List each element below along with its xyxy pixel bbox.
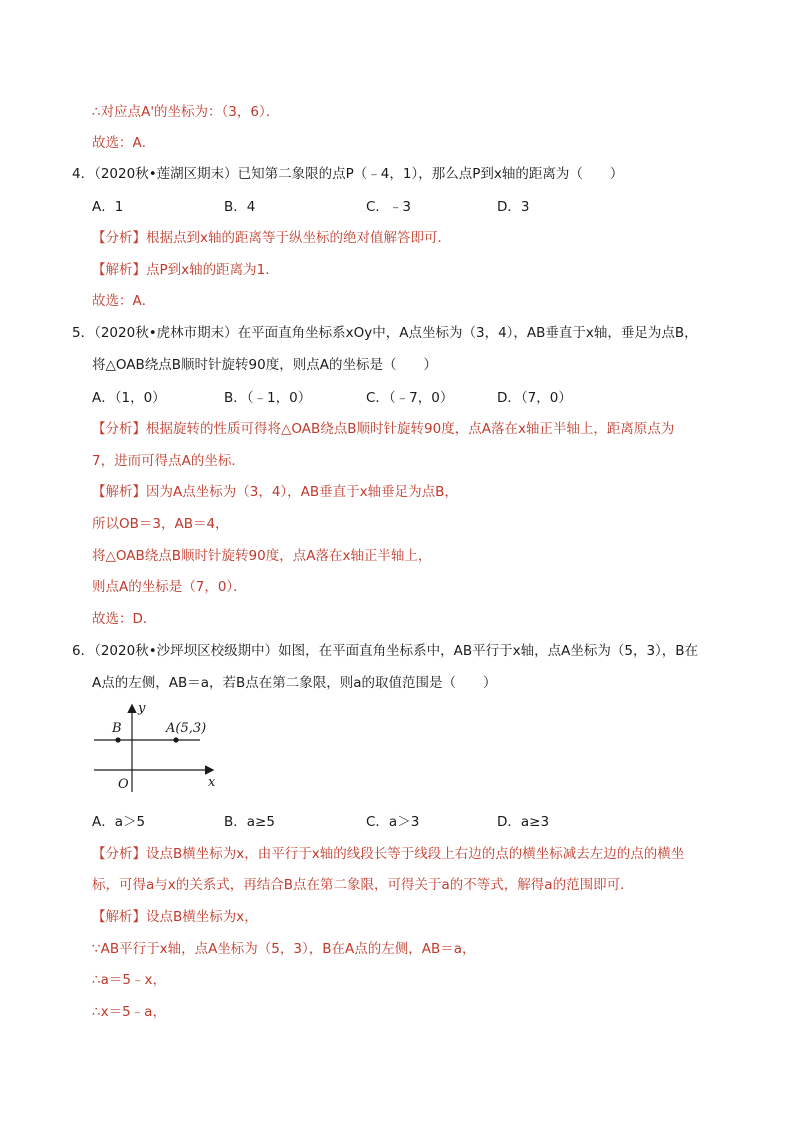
q6-solution-1 <box>92 908 258 926</box>
q5-solution-4: 则点A的坐标是（7，0）． <box>92 579 247 595</box>
q6-option-b: B．a≥5 <box>224 814 275 830</box>
q6-solution-4: ∴x＝5﹣a， <box>92 1004 166 1020</box>
q4-analysis-text: 根据点到x轴的距离等于纵坐标的绝对值解答即可． <box>146 230 451 246</box>
q4-option-c: C．﹣3 <box>366 199 412 215</box>
q6-option-a: A．a＞5 <box>92 814 146 830</box>
q6-stem-1: 6．（2020秋•沙坪坝区校级期中）如图，在平面直角坐标系中，AB平行于x轴，点A坐标为（5，3），B在 <box>72 643 699 659</box>
q4-option-d: D．3 <box>497 199 530 215</box>
q6-analysis-2: 标，可得a与x的关系式，再结合B点在第二象限，可得关于a的不等式，解得a的范围即可． <box>92 877 634 893</box>
q6-analysis-text-1: 设点B横坐标为x，由平行于x轴的线段长等于线段上右边的点的横坐标减去左边的点的横坐 <box>146 846 685 862</box>
q4-solution-text: 点P到x轴的距离为1． <box>146 262 279 278</box>
q6-solution-3: ∴a＝5﹣x， <box>92 972 166 988</box>
q5-option-b: B．（﹣1，0） <box>224 390 312 406</box>
q5-option-a: A．（1，0） <box>92 390 166 406</box>
q5-solution-text-1: 因为A点坐标为（3，4），AB垂直于x轴垂足为点B， <box>146 484 458 500</box>
q5-solution-3: 将△OAB绕点B顺时针旋转90度，点A落在x轴正半轴上， <box>92 548 432 564</box>
q4-option-b: B．4 <box>224 199 256 215</box>
q4-analysis <box>92 229 451 247</box>
label-y: y <box>138 701 146 716</box>
q5-analysis-1 <box>92 420 674 438</box>
q5-solution-2: 所以OB＝3，AB＝4， <box>92 516 229 532</box>
q6-stem-2: A点的左侧，AB＝a，若B点在第二象限，则a的取值范围是（ ） <box>92 675 497 691</box>
solution-label: 【解析】 <box>92 262 146 278</box>
prev-answer: 故选：A． <box>92 135 156 151</box>
q4-solution <box>92 261 279 279</box>
point-b <box>115 737 120 742</box>
q5-analysis-text-1: 根据旋转的性质可得将△OAB绕点B顺时针旋转90度，点A落在x轴正半轴上，距离原点为 <box>146 421 675 437</box>
q4-answer: 故选：A． <box>92 293 156 309</box>
prev-coord-line: ∴对应点A'的坐标为：（3，6）． <box>92 104 280 120</box>
q6-analysis-1 <box>92 845 684 863</box>
coordinate-diagram <box>92 700 222 795</box>
q4-stem: 4．（2020秋•莲湖区期末）已知第二象限的点P（﹣4，1），那么点P到x轴的距离为（ ） <box>72 166 624 182</box>
q6-solution-2: ∵AB平行于x轴，点A坐标为（5，3），B在A点的左侧，AB＝a， <box>92 941 476 957</box>
label-a: A(5,3) <box>166 721 207 736</box>
q5-option-d: D．（7，0） <box>497 390 572 406</box>
q5-stem-1: 5．（2020秋•虎林市期末）在平面直角坐标系xOy中，A点坐标为（3，4），AB垂直于x轴，垂足为点B， <box>72 325 698 341</box>
q5-solution-1 <box>92 483 458 501</box>
analysis-label: 【分析】 <box>92 421 146 437</box>
q5-analysis-2: 7，进而可得点A的坐标． <box>92 453 245 469</box>
analysis-label: 【分析】 <box>92 846 146 862</box>
label-o: O <box>118 777 129 792</box>
coordinate-figure <box>92 700 222 795</box>
q5-stem-2: 将△OAB绕点B顺时针旋转90度，则点A的坐标是（ ） <box>92 357 437 373</box>
q6-option-c: C．a＞3 <box>366 814 420 830</box>
q6-solution-text-1: 设点B横坐标为x， <box>146 909 258 925</box>
solution-label: 【解析】 <box>92 909 146 925</box>
solution-label: 【解析】 <box>92 484 146 500</box>
q6-option-d: D．a≥3 <box>497 814 550 830</box>
label-b: B <box>112 721 122 736</box>
q5-answer: 故选：D． <box>92 611 157 627</box>
q4-option-a: A．1 <box>92 199 124 215</box>
label-x: x <box>208 775 216 790</box>
analysis-label: 【分析】 <box>92 230 146 246</box>
q5-option-c: C．（﹣7，0） <box>366 390 454 406</box>
point-a <box>173 737 178 742</box>
